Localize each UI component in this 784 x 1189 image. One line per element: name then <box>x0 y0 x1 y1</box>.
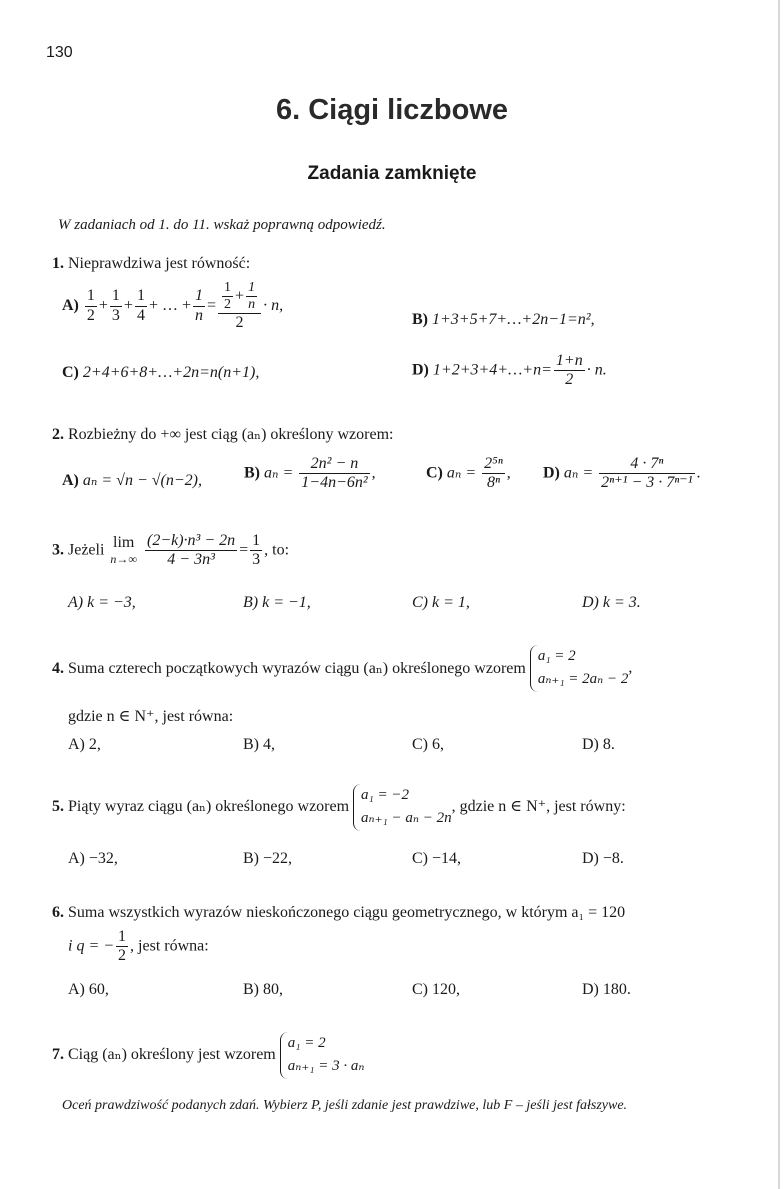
q1-option-d <box>412 352 607 390</box>
question-3 <box>52 532 289 570</box>
instruction-text: W zadaniach od 1. do 11. wskaż poprawną odpowiedź. <box>58 217 386 233</box>
fraction-1-4: $\frac{1}{4}$ <box>136 287 145 324</box>
q6-option-c: C) 120, <box>412 981 460 998</box>
question-number: 1. <box>52 255 64 272</box>
question-text: Jeżeli <box>68 541 105 559</box>
question-4 <box>52 645 632 692</box>
question-text: Piąty wyraz ciągu (aₙ) określonego wzorem <box>68 797 350 815</box>
q5-option-a: A) −32, <box>68 850 118 867</box>
q1-option-c <box>62 364 259 382</box>
fraction-1-3: $\frac{1}{3}$ <box>111 287 120 324</box>
limit: lim n→∞ <box>110 534 137 567</box>
question-text: Nieprawdziwa jest równość: <box>68 255 251 272</box>
q6-option-b: B) 80, <box>243 981 283 998</box>
q3-option-a: A) k = −3, <box>68 594 136 611</box>
q2-option-c <box>426 455 511 493</box>
question-5 <box>52 784 626 831</box>
question-number: 2. <box>52 426 64 443</box>
recurrence-system: a₁ = 2 aₙ₊₁ = 2aₙ − 2 <box>530 645 629 692</box>
option-label: C) <box>62 364 79 381</box>
fraction-compound: $\frac{1}{2}$ + $\frac{1}{n}$ 2 <box>218 280 261 333</box>
q5-option-d: D) −8. <box>582 850 624 867</box>
q1-option-a: A) $\frac{1}{2}$ + $\frac{1}{3}$ + $\frac{1}{4}$ + … + $\frac{1}{n}$ = $\frac{1}{2}$ + $\frac{1}{n}$ 2 · n, <box>62 280 284 332</box>
question-text: Ciąg (aₙ) określony jest wzorem <box>68 1045 276 1063</box>
question-2 <box>52 424 393 444</box>
fraction-1-2: $\frac{1}{2}$ <box>86 287 95 324</box>
limit-fraction: $\frac{\text{(2−k)·n³ − 2n}}{\text{4 − 3n³}}$ <box>146 532 236 569</box>
fraction-1-n: $\frac{1}{n}$ <box>195 287 203 324</box>
question-text: Suma wszystkich wyrazów nieskończonego ciągu geometrycznego, w którym a₁ = 120 <box>68 904 626 921</box>
question-text: i q = − <box>68 937 115 955</box>
section-title: Zadania zamknięte <box>307 163 477 184</box>
option-label: A) <box>62 296 79 314</box>
q5-option-b: B) −22, <box>243 850 293 867</box>
question-text-tail: , <box>628 658 633 676</box>
question-text: Suma czterech początkowych wyrazów ciągu (aₙ) określonego wzorem <box>68 660 526 678</box>
q4-option-b: B) 4, <box>243 736 275 753</box>
sum-ellipsis: + … + <box>148 296 191 314</box>
q2-option-d <box>543 455 701 493</box>
fraction-1-3: $\frac{1}{3}$ <box>252 532 261 569</box>
recurrence-system: a₁ = −2 aₙ₊₁ − aₙ − 2n <box>353 784 452 831</box>
question-number: 6. <box>52 904 64 921</box>
option-label: A) <box>62 472 79 489</box>
option-tail: , <box>506 464 511 482</box>
q2-option-b <box>244 455 376 493</box>
q4-option-d: D) 8. <box>582 736 615 753</box>
question-text: Rozbieżny do +∞ jest ciąg (aₙ) określony wzorem: <box>68 426 394 443</box>
option-label: C) <box>426 464 443 482</box>
question-4-line2: gdzie n ∈ N⁺, jest równa: <box>68 708 234 725</box>
q1-option-b <box>412 311 595 329</box>
q4-option-a: A) 2, <box>68 736 101 753</box>
chapter-title: 6. Ciągi liczbowe <box>275 94 509 126</box>
question-number: 7. <box>52 1045 64 1063</box>
fraction-1-2: $\frac{1}{2}$ <box>118 928 127 965</box>
q3-option-b: B) k = −1, <box>243 594 311 611</box>
q3-option-d: D) k = 3. <box>582 594 641 611</box>
option-lhs: aₙ = <box>446 464 477 482</box>
q3-option-c: C) k = 1, <box>412 594 470 611</box>
option-tail: , <box>371 464 376 482</box>
option-formula: 1+3+5+7+…+2n−1=n², <box>432 311 595 328</box>
equals-sign: = <box>239 541 249 559</box>
recurrence-system: a₁ = 2 aₙ₊₁ = 3 · aₙ <box>280 1032 365 1079</box>
task-instruction: Oceń prawdziwość podanych zdań. Wybierz P, jeśli zdanie jest prawdziwe, lub F – jeśli jest fałszywe. <box>62 1098 628 1113</box>
fraction: $\frac{1+n}{2}$ <box>555 352 583 389</box>
question-number: 5. <box>52 797 64 815</box>
option-label: B) <box>412 311 428 328</box>
question-text-tail: , jest równa: <box>130 937 209 955</box>
q6-option-a: A) 60, <box>68 981 109 998</box>
fraction: $\frac{\text{2⁵ⁿ}}{\text{8ⁿ}}$ <box>484 455 503 492</box>
option-label: B) <box>244 464 260 482</box>
question-number: 4. <box>52 660 64 678</box>
q6-option-d: D) 180. <box>582 981 631 998</box>
q2-option-a <box>62 470 202 490</box>
option-tail: · n. <box>586 361 607 379</box>
question-text-tail: , gdzie n ∈ N⁺, jest równy: <box>451 797 626 815</box>
q4-option-c: C) 6, <box>412 736 444 753</box>
option-tail: . <box>696 464 701 482</box>
option-formula: 2+4+6+8+…+2n=n(n+1), <box>82 364 260 381</box>
page-number: 130 <box>46 44 73 61</box>
question-text-tail: , to: <box>264 541 290 559</box>
option-label: D) <box>543 464 560 482</box>
question-7 <box>52 1032 364 1079</box>
option-lhs: aₙ = <box>563 464 594 482</box>
question-number: 3. <box>52 541 64 559</box>
question-6 <box>52 904 625 922</box>
option-tail: · n, <box>263 296 284 314</box>
option-label: D) <box>412 361 429 379</box>
option-formula: 1+2+3+4+…+n= <box>432 361 552 379</box>
fraction: $\frac{\text{4 · 7ⁿ}}{\text{2ⁿ⁺¹ − 3 · 7ⁿ⁻¹}}$ <box>601 455 693 492</box>
question-6-line2 <box>68 928 209 966</box>
fraction: $\frac{\text{2n² − n}}{\text{1−4n−6n²}}$ <box>301 455 368 492</box>
question-1 <box>52 255 250 273</box>
q5-option-c: C) −14, <box>412 850 462 867</box>
option-formula: aₙ = √n − √(n−2), <box>82 472 202 489</box>
option-lhs: aₙ = <box>264 464 294 482</box>
